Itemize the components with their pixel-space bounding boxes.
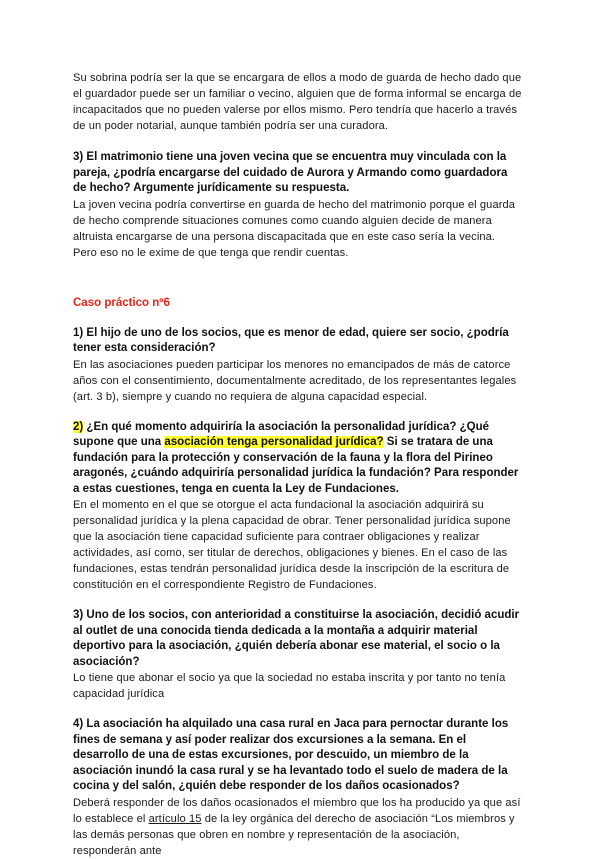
question-part-2: Si se tratara de una fundación para la protección y conservación de la fauna y la flora del Pirineo aragonés, ¿cuándo adquiriría personalidad jurídica la fundación? Para responder a estas cuestiones, tenga en cuenta la Ley de Fundaciones. (73, 436, 519, 495)
question-number-highlight: 2) (73, 420, 84, 433)
answer-part-1: Deberá responder de los daños ocasionados el miembro que los ha producido ya que así lo establece el (73, 796, 521, 825)
answer-text: Lo tiene que abonar el socio ya que la sociedad no estaba inscrita y por tanto no tenía capacidad jurídica (73, 672, 506, 700)
question-block-1 (73, 326, 522, 405)
question-block-4 (73, 717, 522, 859)
question-text: 4) La asociación ha alquilado una casa rural en Jaca para pernoctar durante los fines de semana y así poder realizar dos excursiones a la semana. En el desarrollo de una de estas excursiones, por descuido, un miembro de la asociación inundó la casa rural y se ha levantado todo el suelo de madera de la cocina y del salón, ¿quién debe responder de los daños ocasionados? (73, 718, 509, 792)
question-block-2 (73, 420, 522, 594)
question-text: 1) El hijo de uno de los socios, que es menor de edad, quiere ser socio, ¿podría tener esta consideración? (73, 326, 509, 354)
question-block-prev-3 (73, 150, 522, 261)
answer-text (73, 795, 522, 859)
section-title: Caso práctico nº6 (73, 296, 170, 309)
question-text (73, 420, 522, 498)
answer-text: En el momento en el que se otorgue el acta fundacional la asociación adquirirá su personalidad jurídica y la plena capacidad de obrar. Tener personalidad jurídica supone que la asociación tiene capacidad suficiente para contraer obligaciones y realizar actividades, así como, ser titular de derechos, obligaciones y bienes. En el caso de las fundaciones, estas tendrán personalidad jurídica desde la inscripción de la escritura de constitución en el correspondiente Registro de Fundaciones. (73, 499, 511, 591)
highlighted-phrase: asociación tenga personalidad jurídica? (164, 436, 384, 448)
answer-part-2: de la ley orgánica del derecho de asociación “Los miembros y las demás personas que obren en nombre y representación de la asociación, responderán ante (73, 812, 515, 857)
question-text: 3) Uno de los socios, con anterioridad a constituirse la asociación, decidió acudir al outlet de una conocida tienda dedicada a la montaña a adquirir material deportivo para la asociación, ¿quién debería abonar ese material, el socio o la asociación? (73, 609, 520, 668)
question-part-1: ¿En qué momento adquiriría la asociación la personalidad jurídica? ¿Qué supone que una (73, 420, 490, 448)
question-block-3 (73, 608, 522, 702)
article-link[interactable]: artículo 15 (148, 812, 202, 825)
intro-paragraph: Su sobrina podría ser la que se encargara de ellos a modo de guarda de hecho dado que el guardador puede ser un familiar o vecino, alguien que de forma informal se encarga de incapacitados que no pueden valerse por ellos mismo. Pero tendría que hacerlo a través de un poder notarial, aunque también podría ser una curadora. (73, 72, 522, 132)
question-text: 3) El matrimonio tiene una joven vecina que se encuentra muy vinculada con la pareja, ¿podría encargarse del cuidado de Aurora y Armando como guardadora de hecho? Argumente jurídicamente su respuesta. (73, 151, 508, 194)
answer-text: En las asociaciones pueden participar los menores no emancipados de más de catorce años con el consentimiento, documentalmente acreditado, de los representantes legales (art. 3 b), siempre y cuando no requiera de alguna capacidad especial. (73, 358, 517, 403)
answer-text: La joven vecina podría convertirse en guarda de hecho del matrimonio porque el guarda de hecho comprende situaciones comunes como cuando alguien decide de manera altruista encargarse de una persona discapacitada que en este caso sería la vecina. Pero eso no le exime de que tenga que rendir cuentas. (73, 198, 516, 259)
